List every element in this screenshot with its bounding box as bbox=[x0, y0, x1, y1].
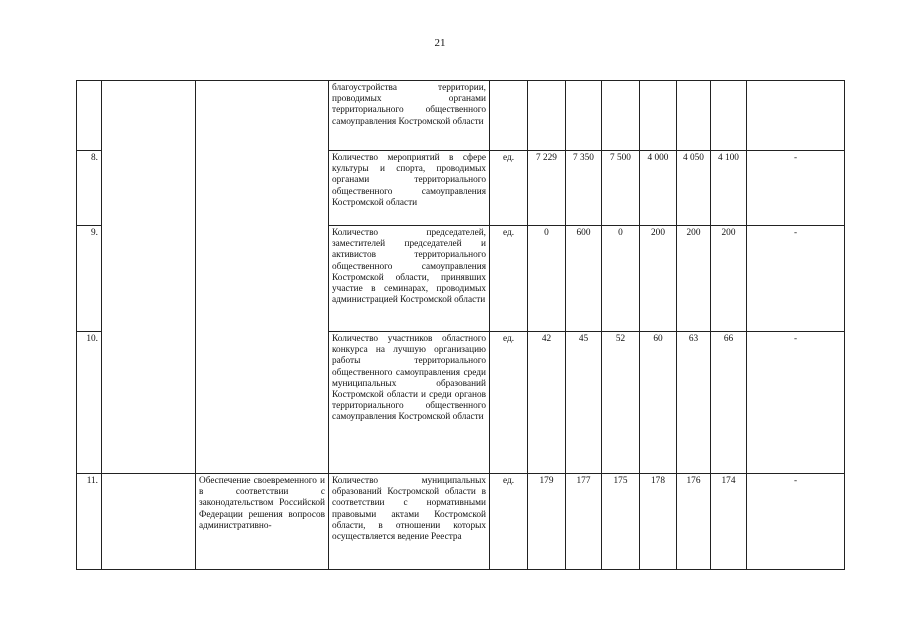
measure-cell: Обеспечение своевременного и в соответствии с законодательством Российской Федерации решения вопросов административно- bbox=[196, 474, 329, 570]
value-cell: 0 bbox=[528, 226, 566, 332]
unit-cell: ед. bbox=[490, 474, 528, 570]
note-cell: - bbox=[747, 151, 845, 226]
value-cell: 600 bbox=[566, 226, 602, 332]
measure-cell bbox=[196, 81, 329, 474]
table-row bbox=[77, 81, 845, 151]
value-cell: 4 100 bbox=[711, 151, 747, 226]
indicator-cell: Количество председателей, заместителей председателей и активистов территориального общественного самоуправления Костромской области, принявших участие в семинарах, проводимых администрацией Костромской области bbox=[329, 226, 490, 332]
value-cell bbox=[602, 81, 640, 151]
note-cell bbox=[747, 81, 845, 151]
value-cell: 42 bbox=[528, 332, 566, 474]
value-cell: 200 bbox=[677, 226, 711, 332]
value-cell: 7 350 bbox=[566, 151, 602, 226]
note-cell: - bbox=[747, 474, 845, 570]
row-number: 11. bbox=[77, 474, 102, 570]
value-cell: 4 000 bbox=[640, 151, 677, 226]
value-cell: 0 bbox=[602, 226, 640, 332]
value-cell: 175 bbox=[602, 474, 640, 570]
indicator-cell: Количество муниципальных образований Костромской области в соответствии с нормативными правовыми актами Костромской области, в отношении которых осуществляется ведение Реестра bbox=[329, 474, 490, 570]
value-cell: 174 bbox=[711, 474, 747, 570]
unit-cell: ед. bbox=[490, 332, 528, 474]
goal-cell bbox=[102, 474, 196, 570]
value-cell: 7 229 bbox=[528, 151, 566, 226]
value-cell bbox=[711, 81, 747, 151]
row-number bbox=[77, 81, 102, 151]
table-row bbox=[77, 474, 845, 570]
value-cell: 177 bbox=[566, 474, 602, 570]
unit-cell: ед. bbox=[490, 151, 528, 226]
indicator-cell: благоустройства территории, проводимых органами территориального общественного самоуправления Костромской области bbox=[329, 81, 490, 151]
value-cell bbox=[677, 81, 711, 151]
row-number: 8. bbox=[77, 151, 102, 226]
value-cell: 63 bbox=[677, 332, 711, 474]
indicator-cell: Количество мероприятий в сфере культуры и спорта, проводимых органами территориального общественного самоуправления Костромской области bbox=[329, 151, 490, 226]
unit-cell: ед. bbox=[490, 226, 528, 332]
value-cell bbox=[566, 81, 602, 151]
page-number: 21 bbox=[434, 37, 446, 49]
value-cell: 7 500 bbox=[602, 151, 640, 226]
note-cell: - bbox=[747, 226, 845, 332]
value-cell: 200 bbox=[711, 226, 747, 332]
indicator-cell: Количество участников областного конкурса на лучшую организацию работы территориального общественного самоуправления среди муниципальных образований Костромской области и среди органов территориального общественного самоуправления Костромской области bbox=[329, 332, 490, 474]
goal-cell bbox=[102, 81, 196, 474]
unit-cell bbox=[490, 81, 528, 151]
row-number: 10. bbox=[77, 332, 102, 474]
value-cell: 178 bbox=[640, 474, 677, 570]
value-cell: 176 bbox=[677, 474, 711, 570]
value-cell: 66 bbox=[711, 332, 747, 474]
row-number: 9. bbox=[77, 226, 102, 332]
indicators-table bbox=[76, 80, 845, 570]
value-cell: 52 bbox=[602, 332, 640, 474]
value-cell: 4 050 bbox=[677, 151, 711, 226]
value-cell: 45 bbox=[566, 332, 602, 474]
value-cell: 179 bbox=[528, 474, 566, 570]
value-cell bbox=[528, 81, 566, 151]
value-cell bbox=[640, 81, 677, 151]
value-cell: 200 bbox=[640, 226, 677, 332]
value-cell: 60 bbox=[640, 332, 677, 474]
note-cell: - bbox=[747, 332, 845, 474]
